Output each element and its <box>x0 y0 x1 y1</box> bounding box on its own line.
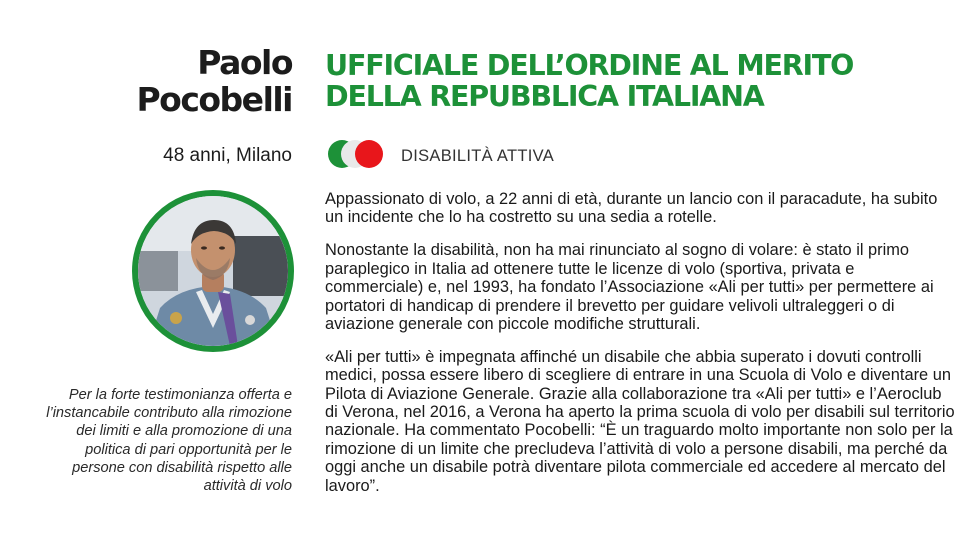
italian-flag-circles-icon <box>325 138 387 170</box>
biography-paragraph: «Ali per tutti» è impegnata affinché un disabile che abbia superato i dovuti controlli medici, possa essere libero di scegliere di entrare in una Scuola di Volo e diventare un Pilota di Aviazione Generale. Grazie alla collaborazione tra «Ali per tutti» e l’Aeroclub di Verona, nel 2016, a Verona ha aperto la prima scuola di volo per disabili sul territorio nazionale. Ha commentato Pocobelli: “È un traguardo molto importante non solo per la rimozione di un limite che precludeva l’attività di volo a persone disabili, ma perché da oggi anche un disabile potrà diventare pilota commerciale ed accedere al mercato del lavoro”. <box>325 347 955 495</box>
profile-column <box>0 0 292 547</box>
award-title-line2: DELLA REPUBBLICA ITALIANA <box>325 80 764 113</box>
biography <box>325 190 957 510</box>
award-title <box>325 50 853 112</box>
portrait-photo <box>132 190 294 352</box>
category-label: DISABILITÀ ATTIVA <box>401 147 555 165</box>
biography-paragraph: Nonostante la disabilità, non ha mai rinunciato al sogno di volare: è stato il primo paraplegico in Italia ad ottenere tutte le licenze di volo (sportiva, privata e commerciale) e, nel 1993, ha fondato l’Associazione «Ali per tutti» per permettere ai portatori di handicap di prendere il brevetto per guidare velivoli ultraleggeri o di aviazione generale con piccole modifiche strutturali. <box>325 241 934 333</box>
award-motivation: Per la forte testimonianza offerta e l’instancabile contributo alla rimozione dei limiti e alla promozione di una politica di pari opportunità per le persone con disabilità rispetto alle attività di volo <box>46 387 292 495</box>
award-title-line1: UFFICIALE DELL’ORDINE AL MERITO <box>325 49 854 82</box>
biography-paragraph: Appassionato di volo, a 22 anni di età, durante un lancio con il paracadute, ha subito un incidente che lo ha costretto su una sedia a rotelle. <box>325 190 938 227</box>
person-name <box>136 44 292 118</box>
age-city: 48 anni, Milano <box>163 145 292 166</box>
portrait-image <box>138 196 288 346</box>
first-name: Paolo <box>197 43 292 82</box>
category-badge <box>325 138 725 170</box>
last-name: Pocobelli <box>136 80 292 119</box>
